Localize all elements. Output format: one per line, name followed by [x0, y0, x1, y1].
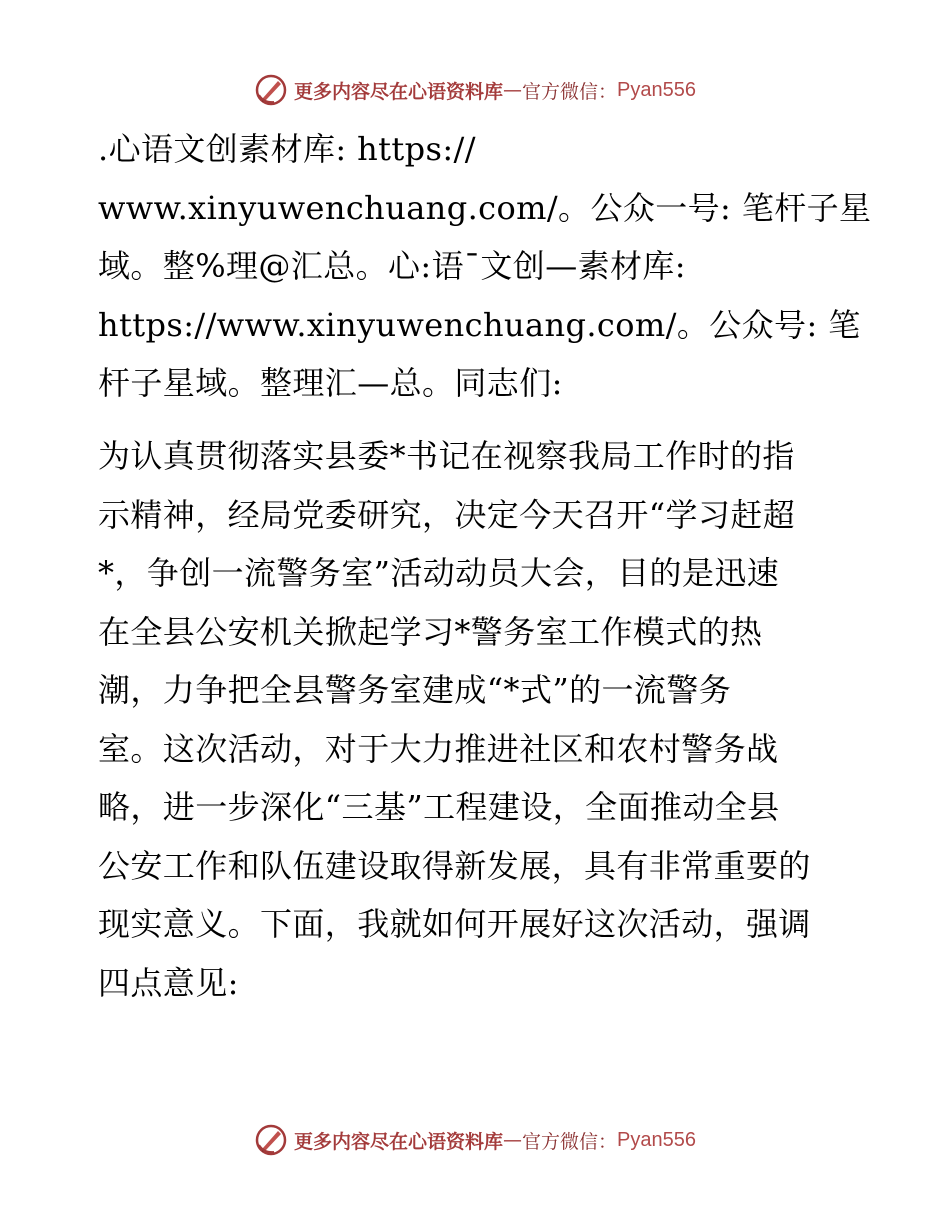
watermark-wechat-id: Pyan556	[617, 1128, 696, 1151]
text-line: *，争创一流警务室”活动动员大会，目的是迅速	[98, 554, 780, 592]
text-line: 杆子星域。整理汇—总。同志们:	[98, 364, 563, 402]
text-line: 在全县公安机关掀起学习*警务室工作模式的热	[98, 612, 763, 651]
text-line: 域。整%理@汇总。心:语¯文创—素材库:	[98, 247, 686, 285]
text-line: 示精神，经局党委研究，决定今天召开“学习赶超	[98, 495, 796, 534]
text-line: www.xinyuwenchuang.com/。公众一号: 笔杆子星	[98, 188, 872, 227]
footer-watermark	[0, 1120, 950, 1160]
watermark-brand-text: 更多内容尽在心语资料库	[294, 80, 504, 103]
watermark-separator: —	[503, 79, 523, 101]
watermark-brand-text: 更多内容尽在心语资料库	[294, 1130, 504, 1153]
watermark-wechat-label: 官方微信：	[522, 80, 618, 103]
watermark-wechat-id: Pyan556	[617, 78, 696, 101]
text-line: https://www.xinyuwenchuang.com/。公众号: 笔	[98, 305, 861, 344]
text-line: 四点意见:	[98, 963, 239, 1002]
speech-paragraph	[98, 427, 858, 1012]
text-line: 略，进一步深化“三基”工程建设，全面推动全县	[98, 788, 780, 826]
header-watermark	[0, 70, 950, 110]
text-line: .心语文创素材库: https://	[98, 130, 476, 168]
quill-logo-icon	[254, 73, 288, 107]
quill-logo-icon	[254, 1123, 288, 1157]
text-line: 潮，力争把全县警务室建成“*式”的一流警务	[98, 671, 732, 709]
text-line: 室。这次活动，对于大力推进社区和农村警务战	[98, 729, 779, 768]
watermark-wechat-label: 官方微信：	[522, 1130, 618, 1153]
text-line: 现实意义。下面，我就如何开展好这次活动，强调	[98, 905, 811, 943]
text-line: 公安工作和队伍建设取得新发展，具有非常重要的	[98, 846, 811, 885]
watermark-separator: —	[503, 1129, 523, 1151]
intro-paragraph	[98, 120, 872, 413]
text-line: 为认真贯彻落实县委*书记在视察我局工作时的指	[98, 437, 795, 475]
